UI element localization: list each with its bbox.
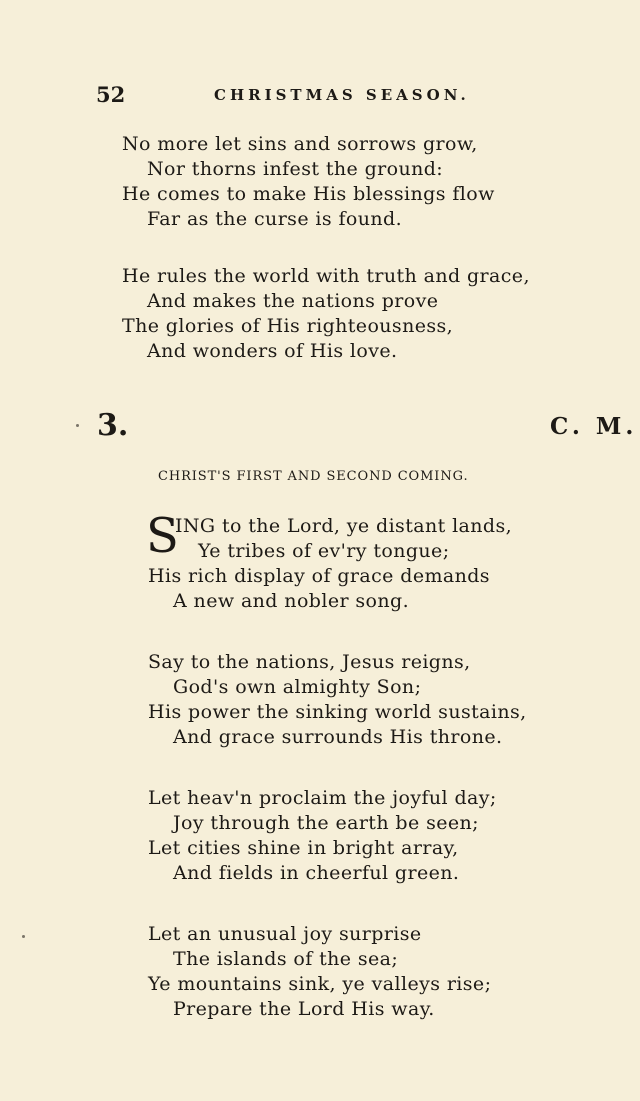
verse-line: He comes to make His blessings flow xyxy=(122,183,495,205)
verse-line: Joy through the earth be seen; xyxy=(173,812,479,834)
verse-line: Ye tribes of ev'ry tongue; xyxy=(198,540,450,562)
verse-line: Far as the curse is found. xyxy=(147,208,403,230)
hymn-number: 3. xyxy=(97,408,129,443)
verse-line: Let an unusual joy surprise xyxy=(148,923,422,945)
verse-line: His rich display of grace demands xyxy=(148,565,490,587)
stanza xyxy=(122,132,495,232)
verse-line: No more let sins and sorrows grow, xyxy=(122,133,478,155)
page-mark xyxy=(22,935,25,938)
stanza xyxy=(148,564,490,614)
stanza xyxy=(148,650,527,750)
verse-line: Let cities shine in bright array, xyxy=(148,837,459,859)
verse-line: The glories of His righteousness, xyxy=(122,315,454,337)
page-mark xyxy=(76,424,79,427)
verse-line: Nor thorns infest the ground: xyxy=(147,158,444,180)
stanza xyxy=(122,264,530,364)
stanza xyxy=(148,922,491,1022)
running-header-title: CHRISTMAS SEASON. xyxy=(214,86,470,104)
verse-line: A new and nobler song. xyxy=(173,590,410,612)
verse-line: He rules the world with truth and grace, xyxy=(122,265,530,287)
drop-cap-letter: S xyxy=(146,508,179,564)
verse-line: Ye mountains sink, ye valleys rise; xyxy=(148,973,492,995)
verse-line: Let heav'n proclaim the joyful day; xyxy=(148,787,497,809)
hymn-title: CHRIST'S FIRST AND SECOND COMING. xyxy=(158,469,469,484)
verse-line: God's own almighty Son; xyxy=(173,676,422,698)
page-number: 52 xyxy=(96,82,126,107)
verse-line: The islands of the sea; xyxy=(173,948,399,970)
stanza xyxy=(148,786,497,886)
verse-line: And fields in cheerful green. xyxy=(173,862,460,884)
verse-line: ING to the Lord, ye distant lands, xyxy=(175,515,513,537)
verse-line: And makes the nations prove xyxy=(147,290,439,312)
verse-line: And wonders of His love. xyxy=(147,340,398,362)
verse-line: Prepare the Lord His way. xyxy=(173,998,435,1020)
hymn-meter: C. M. xyxy=(550,413,638,440)
verse-line: His power the sinking world sustains, xyxy=(148,701,527,723)
verse-line: Say to the nations, Jesus reigns, xyxy=(148,651,471,673)
verse-line: And grace surrounds His throne. xyxy=(173,726,503,748)
